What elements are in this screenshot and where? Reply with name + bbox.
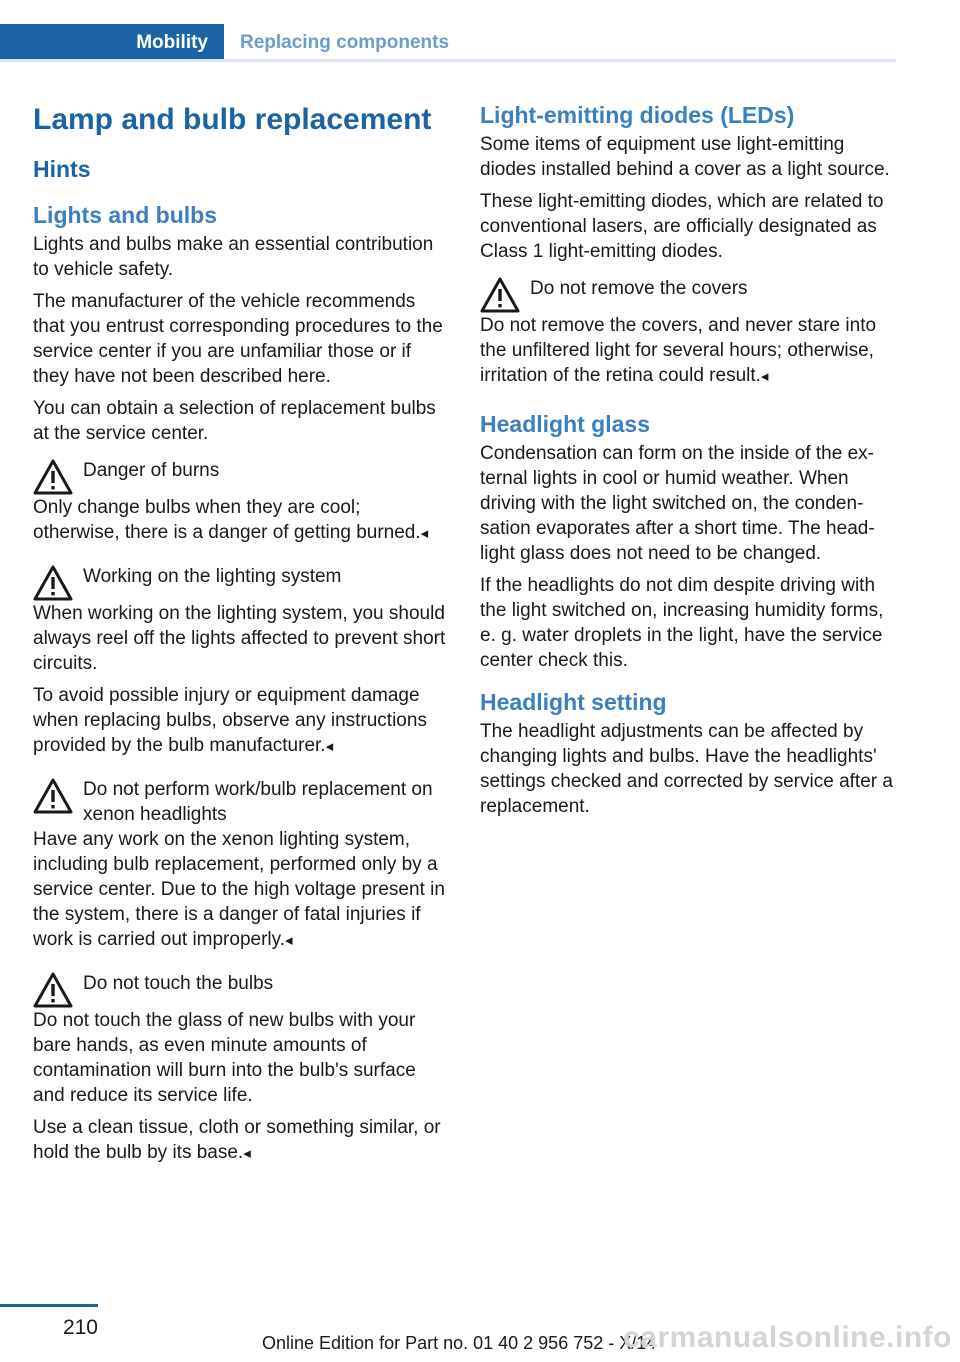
end-mark: ◂	[420, 525, 429, 542]
warning-title: Do not remove the covers	[530, 278, 748, 299]
paragraph: These light-emitting diodes, which are related to conventional lasers, are officially designated as Class 1 light-emitting diodes.	[480, 191, 884, 262]
warning-text: Have any work on the xenon lighting system, including bulb replacement, performed only by a service center. Due to the high voltage present in the system, there is a danger of fatal injuries if work is carried out improperly.	[33, 829, 445, 950]
warning-text: Only change bulbs when they are cool; otherwise, there is a danger of getting burned.	[33, 497, 421, 543]
warning-title: Danger of burns	[83, 460, 220, 481]
end-mark: ◂	[760, 368, 769, 385]
warning-triangle-icon	[480, 277, 520, 313]
hints-heading: Hints	[33, 156, 91, 182]
warning-triangle-icon	[33, 972, 73, 1008]
warning-text: Do not touch the glass of new bulbs with your bare hands, as even minute amounts of contamination will burn into the bulb's surface and reduce its service life.	[33, 1010, 416, 1106]
chapter-tab[interactable]: Mobility	[0, 24, 224, 62]
lights-bulbs-heading: Lights and bulbs	[33, 202, 217, 228]
right-column	[480, 98, 895, 826]
end-mark: ◂	[243, 1145, 251, 1162]
warning-block	[33, 564, 447, 759]
end-mark: ◂	[325, 738, 334, 755]
edition-note: Online Edition for Part no. 01 40 2 956 752 - X/14	[262, 1333, 657, 1353]
warning-title: Do not perform work/bulb replacement on xenon headlights	[83, 779, 433, 825]
warning-block	[33, 458, 447, 546]
warning-block	[33, 971, 447, 1166]
paragraph: You can obtain a selection of replacement bulbs at the service center.	[33, 398, 436, 444]
paragraph: Lights and bulbs make an essential contribution to vehicle safety.	[33, 234, 434, 280]
watermark: carmanualsonline.info	[623, 1321, 952, 1354]
warning-title: Working on the lighting system	[83, 566, 342, 587]
warning-text: Do not remove the covers, and never stare into the unfiltered light for several hours; otherwise, irritation of the retina could result.	[480, 315, 877, 386]
headlight-glass-heading: Headlight glass	[480, 411, 650, 437]
warning-text: Use a clean tissue, cloth or something similar, or hold the bulb by its base.	[33, 1117, 441, 1163]
paragraph: The headlight adjustments can be affected by changing lights and bulbs. Have the headlights' settings checked and corrected by service after a replacement.	[480, 721, 893, 817]
paragraph: If the headlights do not dim despite driving with the light switched on, increasing humidity forms, e. g. water droplets in the light, have the service center check this.	[480, 575, 884, 671]
led-heading: Light-emitting diodes (LEDs)	[480, 102, 795, 128]
page-title: Lamp and bulb replacement	[33, 103, 432, 136]
paragraph: The manufacturer of the vehicle recommends that you entrust corresponding procedures to the service center if you are unfamiliar those or if they have not been described here.	[33, 291, 443, 387]
paragraph: Some items of equipment use light-emitting diodes installed behind a cover as a light source.	[480, 134, 890, 180]
section-tab[interactable]: Replacing components	[240, 32, 450, 53]
page-number: 210	[62, 1316, 98, 1339]
warning-text: To avoid possible injury or equipment damage when replacing bulbs, observe any instructions provided by the bulb manufacturer.	[33, 685, 427, 756]
warning-title: Do not touch the bulbs	[83, 973, 274, 994]
warning-text: When working on the lighting system, you should always reel off the lights affected to prevent short circuits.	[33, 603, 446, 674]
footer-rule	[0, 1304, 98, 1307]
warning-block	[480, 276, 895, 389]
left-column	[33, 98, 447, 1184]
warning-triangle-icon	[33, 459, 73, 495]
warning-block	[33, 777, 447, 953]
warning-triangle-icon	[33, 565, 73, 601]
paragraph: Condensation can form on the inside of the external lights in cool or humid weather. When driving with the light switched on, the condensation evaporates after a short time. The headlight glass does not need to be changed.	[480, 443, 875, 564]
headlight-setting-heading: Headlight setting	[480, 689, 667, 715]
warning-triangle-icon	[33, 778, 73, 814]
page-header	[0, 24, 896, 62]
end-mark: ◂	[285, 932, 293, 949]
header-rule	[0, 59, 896, 62]
